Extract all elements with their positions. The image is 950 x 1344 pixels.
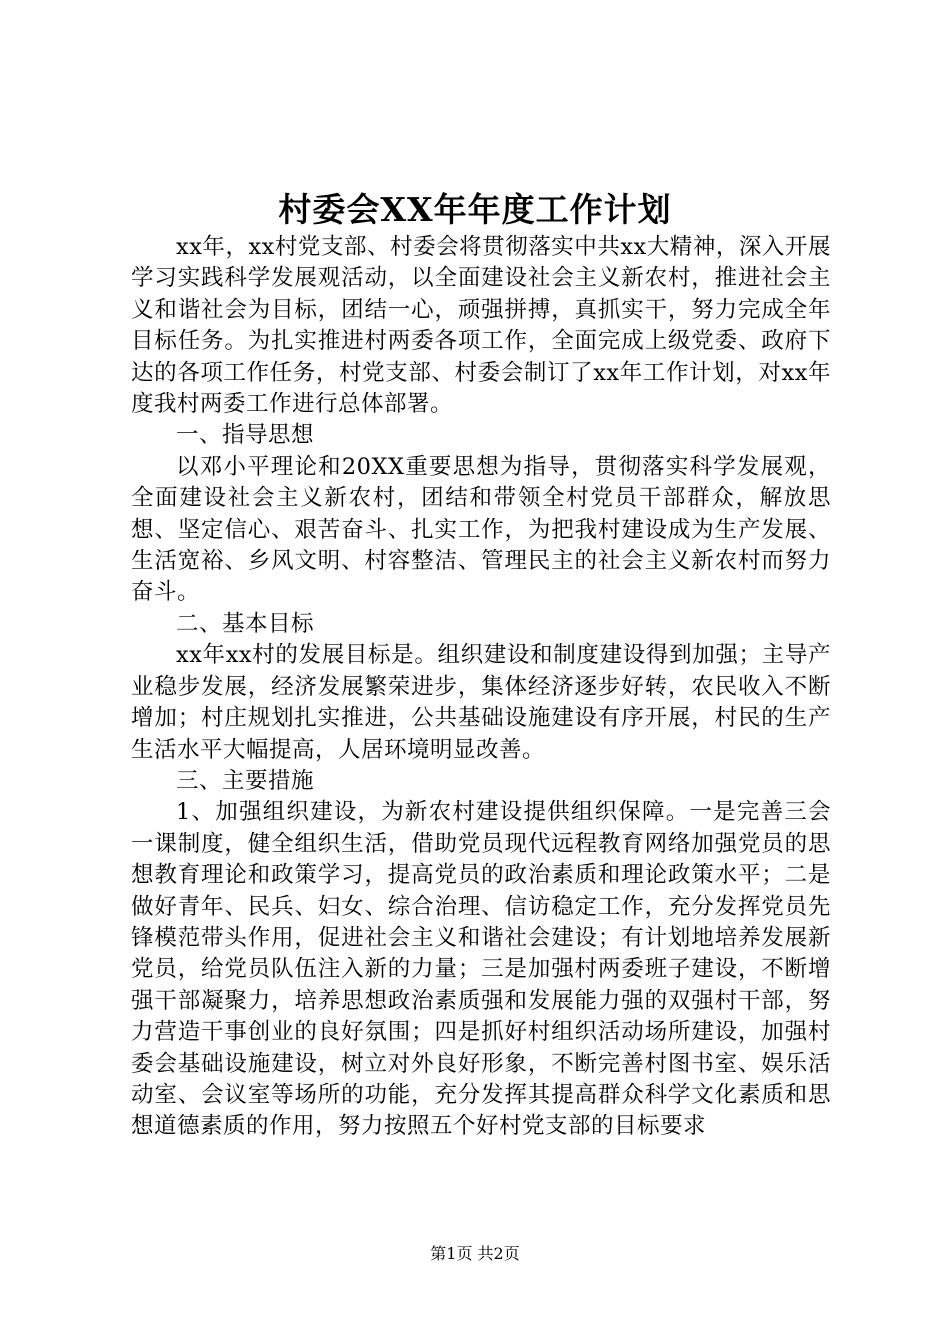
paragraph-basic-goals: xx年xx村的发展目标是。组织建设和制度建设得到加强；主导产业稳步发展，经济发展繁荣进步，集体经济逐步好转，农民收入不断增加；村庄规划扎实推进，公共基础设施建设有序开展，村民的生产生活水平大幅提高，人居环境明显改善。 xyxy=(131,642,831,763)
section-heading-basic-goals: 二、基本目标 xyxy=(176,610,315,637)
page-footer: 第1页 共2页 xyxy=(430,1244,520,1263)
section-heading-main-measures: 三、主要措施 xyxy=(176,767,315,794)
paragraph-intro: xx年，xx村党支部、村委会将贯彻落实中共xx大精神，深入开展学习实践科学发展观活动，以全面建设社会主义新农村，推进社会主义和谐社会为目标，团结一心，顽强拼搏，真抓实干，努力完成全年目标任务。为扎实推进村两委各项工作，全面完成上级党委、政府下达的各项工作任务，村党支部、村委会制订了xx年工作计划，对xx年度我村两委工作进行总体部署。 xyxy=(131,234,831,418)
document-body xyxy=(131,232,831,1143)
paragraph-guiding-thought: 以邓小平理论和20XX重要思想为指导，贯彻落实科学发展观，全面建设社会主义新农村，团结和带领全村党员干部群众，解放思想、坚定信心、艰苦奋斗、扎实工作，为把我村建设成为生产发展、生活宽裕、乡风文明、村容整洁、管理民主的社会主义新农村而努力奋斗。 xyxy=(131,453,831,606)
document-title: 村委会XX年年度工作计划 xyxy=(278,190,672,229)
section-heading-guiding-thought: 一、指导思想 xyxy=(176,422,315,449)
paragraph-main-measures: 1、加强组织建设，为新农村建设提供组织保障。一是完善三会一课制度，健全组织生活，借助党员现代远程教育网络加强党员的思想教育理论和政策学习，提高党员的政治素质和理论政策水平；二是做好青年、民兵、妇女、综合治理、信访稳定工作，充分发挥党员先锋模范带头作用，促进社会主义和谐社会建设；有计划地培养发展新党员，给党员队伍注入新的力量；三是加强村两委班子建设，不断增强干部凝聚力，培养思想政治素质强和发展能力强的双强村干部，努力营造干事创业的良好氛围；四是抓好村组织活动场所建设，加强村委会基础设施建设，树立对外良好形象，不断完善村图书室、娱乐活动室、会议室等场所的功能，充分发挥其提高群众科学文化素质和思想道德素质的作用，努力按照五个好村党支部的目标要求 xyxy=(131,799,831,1140)
